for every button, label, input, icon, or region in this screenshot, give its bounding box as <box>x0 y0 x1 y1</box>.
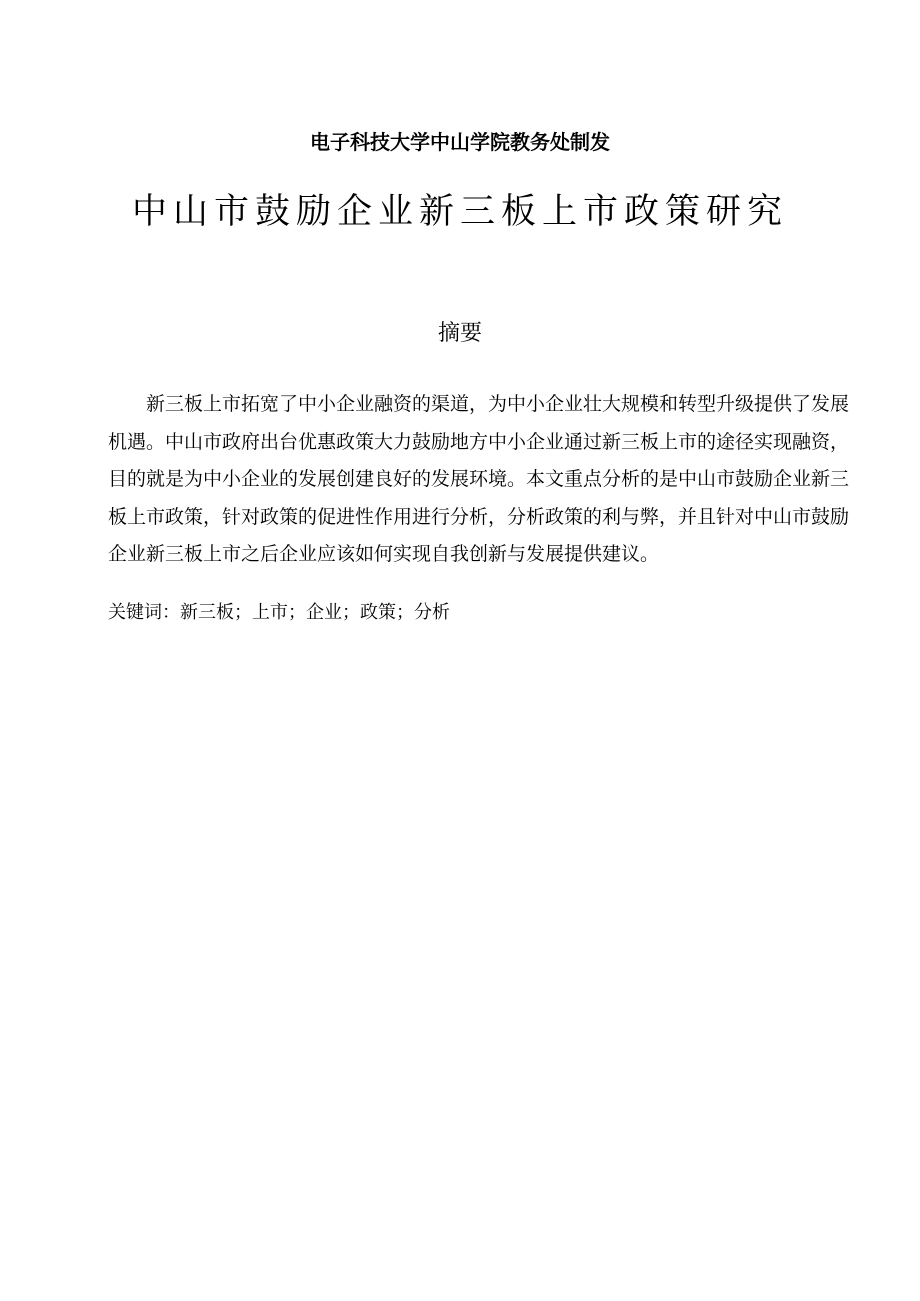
keywords: 关键词：新三板；上市；企业；政策；分析 <box>108 602 450 623</box>
abstract-line: 机遇。中山市政府出台优惠政策大力鼓励地方中小企业通过新三板上市的途径实现融资， <box>108 430 850 453</box>
issuer-line: 电子科技大学中山学院教务处制发 <box>310 130 610 154</box>
abstract-line: 企业新三板上市之后企业应该如何实现自我创新与发展提供建议。 <box>108 543 660 565</box>
abstract-line: 新三板上市拓宽了中小企业融资的渠道，为中小企业壮大规模和转型升级提供了发展 <box>146 393 850 415</box>
page-title: 中山市鼓励企业新三板上市政策研究 <box>131 192 788 232</box>
abstract-line: 板上市政策，针对政策的促进性作用进行分析，分析政策的利与弊，并且针对中山市鼓励 <box>108 505 850 528</box>
abstract-paragraph <box>108 386 850 574</box>
abstract-line: 目的就是为中小企业的发展创建良好的发展环境。本文重点分析的是中山市鼓励企业新三 <box>108 468 850 490</box>
abstract-heading: 摘要 <box>437 321 482 346</box>
